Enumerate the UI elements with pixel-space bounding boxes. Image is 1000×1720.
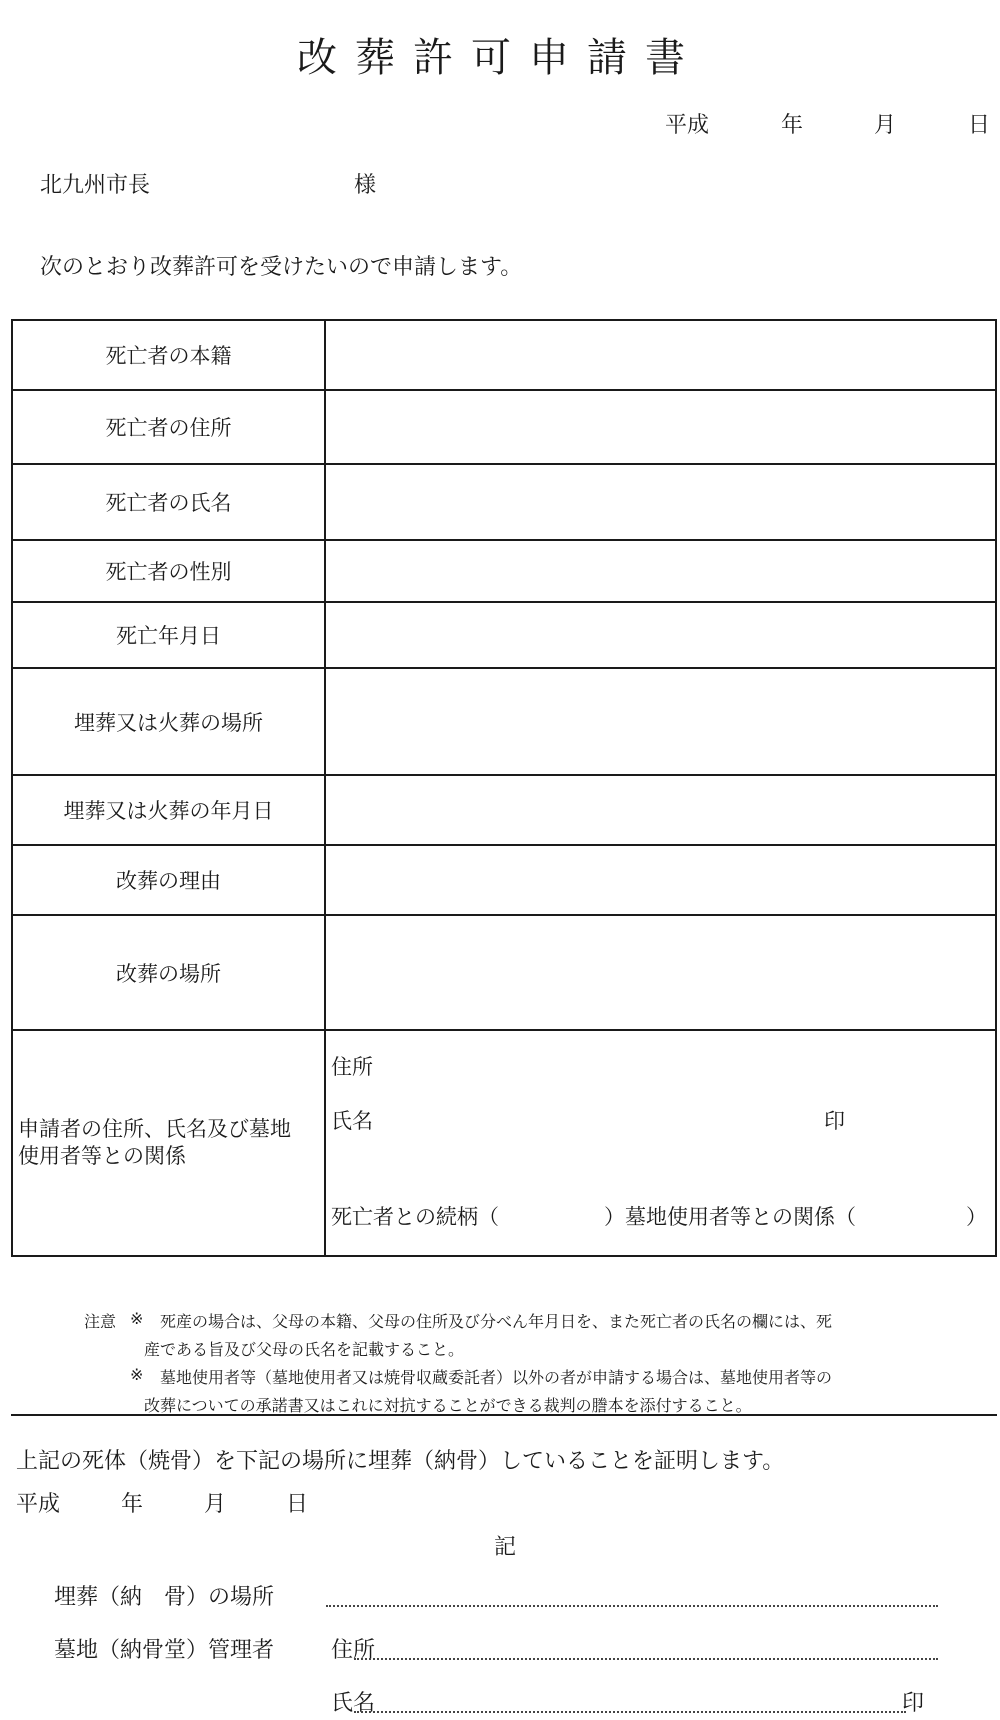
certification-statement: 上記の死体（焼骨）を下記の場所に埋葬（納骨）していることを証明します。	[16, 1449, 785, 1474]
addressee: 北九州市長	[40, 173, 151, 198]
row-label: 死亡者の本籍	[12, 320, 325, 390]
row-domicile	[12, 320, 996, 390]
name-field[interactable]	[325, 464, 996, 540]
row-applicant	[12, 1030, 996, 1256]
reburial-place-field[interactable]	[325, 915, 996, 1030]
applicant-seal: 印	[824, 1109, 845, 1133]
relation-cemetery-label: ）墓地使用者等との関係（	[604, 1205, 856, 1229]
manager-address-line[interactable]	[354, 1658, 938, 1660]
row-name	[12, 464, 996, 540]
cert-date-era: 平成	[16, 1492, 61, 1517]
cert-date-day: 日	[286, 1492, 309, 1517]
burial-place-label: 埋葬（納 骨）の場所	[54, 1585, 275, 1610]
relation-deceased-label: 死亡者との続柄（	[331, 1205, 499, 1229]
death-date-field[interactable]	[325, 602, 996, 668]
applicant-label-line1: 申請者の住所、氏名及び墓地	[18, 1117, 291, 1141]
row-label: 死亡者の氏名	[12, 464, 325, 540]
cert-date-year: 年	[121, 1492, 144, 1517]
burial-place-field[interactable]	[325, 668, 996, 775]
address-field[interactable]	[325, 390, 996, 464]
applicant-field[interactable]	[325, 1030, 996, 1256]
application-form-table	[11, 319, 997, 1257]
date-year: 年	[781, 113, 804, 138]
ki-heading: 記	[494, 1535, 517, 1560]
row-burial-date	[12, 775, 996, 845]
row-reason	[12, 845, 996, 915]
honorific: 様	[354, 173, 377, 198]
cert-date-month: 月	[204, 1492, 227, 1517]
row-label: 死亡者の住所	[12, 390, 325, 464]
manager-address-label: 住所	[331, 1638, 376, 1663]
section-divider	[11, 1414, 997, 1416]
date-month: 月	[874, 113, 897, 138]
applicant-name-label: 氏名	[331, 1109, 373, 1133]
date-era: 平成	[665, 113, 710, 138]
note2-line2: 改葬についての承諾書又はこれに対抗することができる裁判の謄本を添付すること。	[144, 1396, 752, 1415]
note2-line1: 墓地使用者等（墓地使用者又は焼骨収蔵委託者）以外の者が申請する場合は、墓地使用者等の	[160, 1368, 833, 1387]
burial-place-line[interactable]	[326, 1605, 938, 1607]
row-burial-place	[12, 668, 996, 775]
intro-statement: 次のとおり改葬許可を受けたいので申請します。	[40, 255, 523, 280]
note1-line2: 産である旨及び父母の氏名を記載すること。	[144, 1340, 465, 1359]
domicile-field[interactable]	[325, 320, 996, 390]
note-mark: ※	[130, 1309, 144, 1328]
row-label: 改葬の理由	[12, 845, 325, 915]
relation-close-paren: ）	[966, 1205, 987, 1229]
applicant-label-line2: 使用者等との関係	[18, 1144, 186, 1168]
note-mark: ※	[130, 1365, 144, 1384]
reason-field[interactable]	[325, 845, 996, 915]
manager-name-label: 氏名	[331, 1691, 376, 1716]
applicant-address-label: 住所	[331, 1055, 373, 1079]
burial-date-field[interactable]	[325, 775, 996, 845]
row-sex	[12, 540, 996, 602]
row-label: 死亡年月日	[12, 602, 325, 668]
notes-heading: 注意	[84, 1312, 117, 1331]
row-label: 埋葬又は火葬の年月日	[12, 775, 325, 845]
row-reburial-place	[12, 915, 996, 1030]
applicant-label	[12, 1030, 325, 1256]
date-day: 日	[968, 113, 991, 138]
sex-field[interactable]	[325, 540, 996, 602]
row-death-date	[12, 602, 996, 668]
row-label: 改葬の場所	[12, 915, 325, 1030]
page-title: 改葬許可申請書	[297, 35, 703, 81]
manager-label: 墓地（納骨堂）管理者	[54, 1638, 275, 1663]
row-label: 埋葬又は火葬の場所	[12, 668, 325, 775]
manager-name-line[interactable]	[354, 1711, 906, 1713]
row-label: 死亡者の性別	[12, 540, 325, 602]
note1-line1: 死産の場合は、父母の本籍、父母の住所及び分べん年月日を、また死亡者の氏名の欄には、死	[160, 1312, 833, 1331]
row-address	[12, 390, 996, 464]
manager-seal: 印	[902, 1691, 925, 1716]
